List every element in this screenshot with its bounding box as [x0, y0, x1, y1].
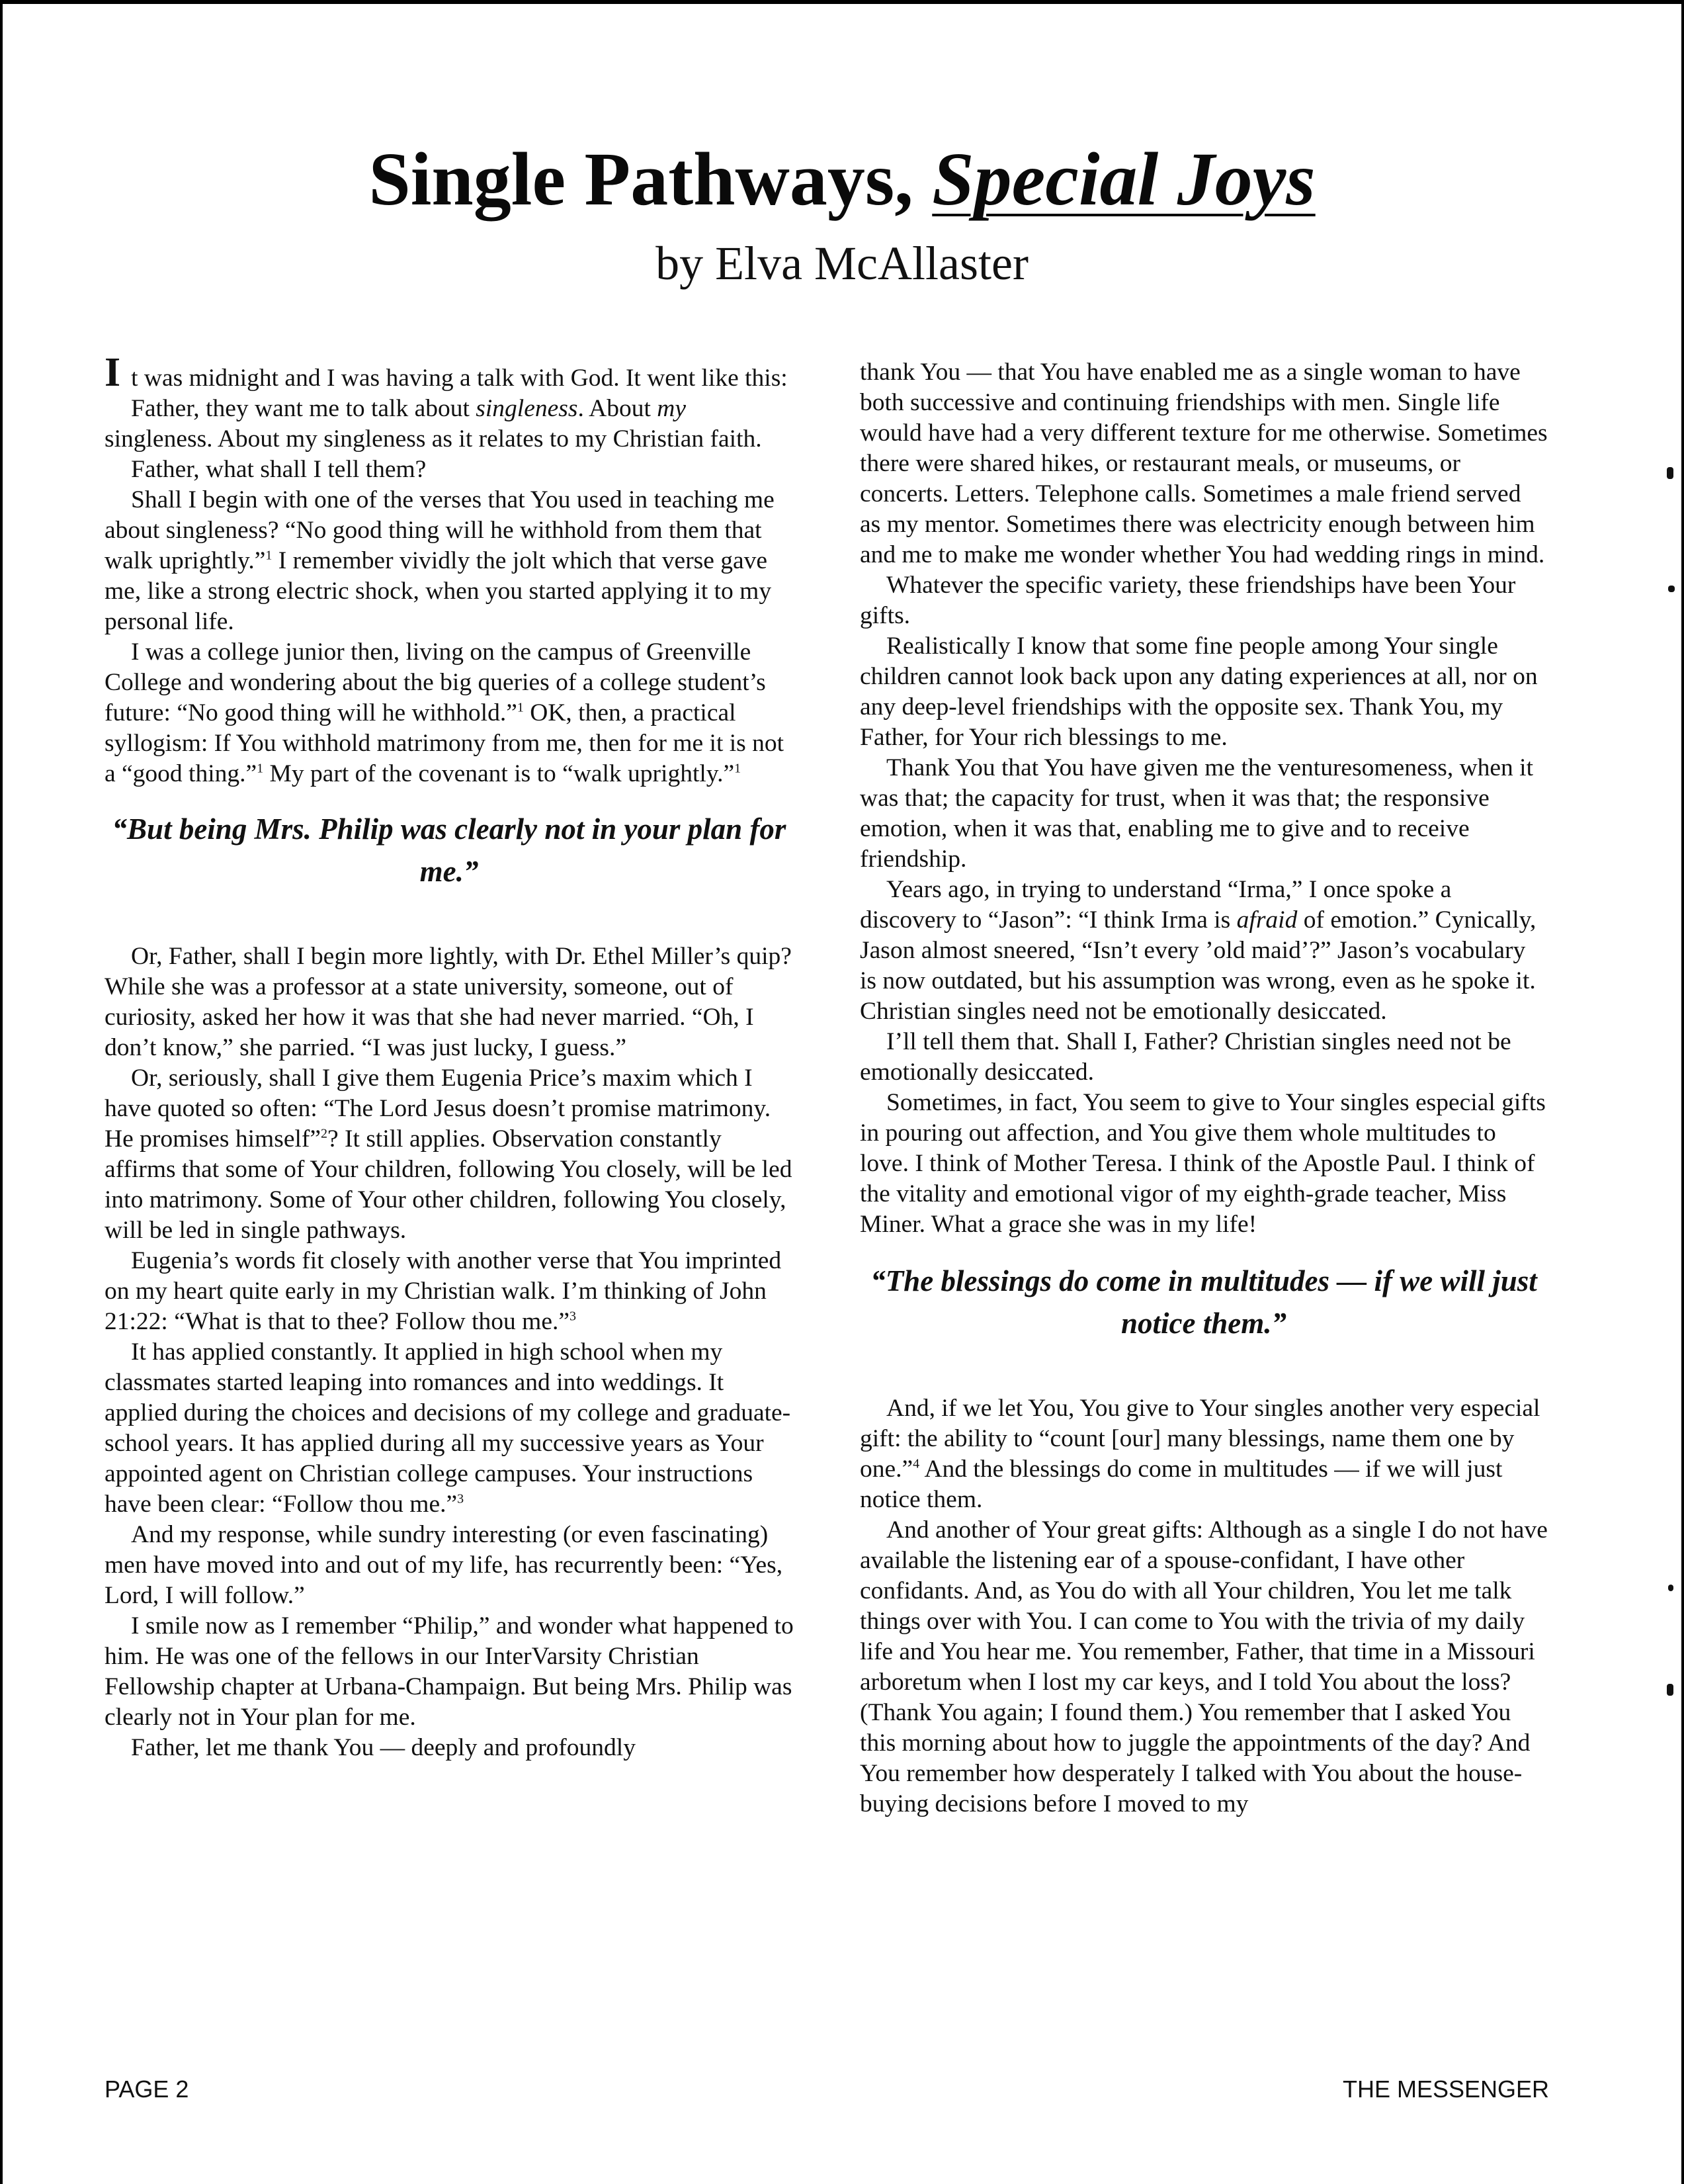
paragraph: I’ll tell them that. Shall I, Father? Christian singles need not be emotionally desiccated.	[860, 1028, 1511, 1086]
pull-quote: “The blessings do come in multitudes — if we will just notice them.”	[870, 1264, 1537, 1340]
title-main: Single Pathways,	[368, 137, 933, 221]
footnote-marker: 1	[265, 548, 273, 563]
paragraph: Sometimes, in fact, You seem to give to Your singles especial gifts in pouring out affection, and You give them whole multitudes to love. I think of Mother Teresa. I think of the Apostle Paul. I think of the vitality and emotional vigor of my eighth-grade teacher, Miss Miner. What a grace she was in my life!	[860, 1089, 1546, 1238]
paragraph: Years ago, in trying to understand “Irma,” I once spoke a discovery to “Jason”: “I think Irma is afraid of emotion.” Cynically, Jason almost sneered, “Isn’t every ’old maid’?” Jason’s vocabulary is now outdated, but his assumption was wrong, even as he spoke it. Christian singles need not be emotionally desiccated.	[860, 876, 1537, 1025]
footnote-marker: 3	[569, 1309, 576, 1324]
paragraph: And my response, while sundry interesting (or even fascinating) men have moved into and out of my life, has recurrently been: “Yes, Lord, I will follow.”	[105, 1521, 783, 1609]
margin-mark	[1668, 1585, 1673, 1591]
paragraph: Shall I begin with one of the verses that You used in teaching me about singleness? “No good thing will he withhold from them that walk uprightly.”$^1$ I remember vividly the jolt which that verse gave me, like a strong electric shock, when you started applying it to my personal life.	[105, 486, 775, 635]
paragraph: I was a college junior then, living on the campus of Greenville College and wondering about the big queries of a college student’s future: “No good thing will he withhold.”$^1$ OK, then, a practical syllogism: If You withhold matrimony from me, then for me it is not a “good thing.”$^1$ My part of the covenant is to “walk uprightly.”$^1$	[105, 638, 784, 787]
margin-mark	[1667, 467, 1673, 479]
page-right-border	[1681, 0, 1684, 2184]
paragraph: Father, they want me to talk about singleness. About my singleness. About my singleness as it relates to my Christian faith.	[105, 395, 762, 453]
article-byline: by Elva McAllaster	[655, 237, 1029, 290]
footnote-marker: 1	[734, 761, 741, 776]
footnote-marker: 2	[321, 1126, 328, 1141]
footer-publication: THE MESSENGER	[1342, 2075, 1549, 2103]
paragraph: Or, Father, shall I begin more lightly, with Dr. Ethel Miller’s quip? While she was a professor at a state university, someone, out of curiosity, asked her how it was that she had never married. “Oh, I don’t know,” she parried. “I was just lucky, I guess.”	[105, 943, 792, 1061]
paragraph: And another of Your great gifts: Although as a single I do not have available the listening ear of a spouse-confidant, I have other confidants. And, as You do with all Your children, You let me talk things over with You. I can come to You with the trivia of my daily life and You hear me. You remember, Father, that time in a Missouri arboretum when I lost my car keys, and I told You about the loss? (Thank You again; I found them.) You remember that I asked You this morning about how to juggle the appointments of the day? And You remember how desperately I talked with You about the house-buying decisions before I moved to my	[860, 1516, 1548, 1817]
paragraph: And, if we let You, You give to Your singles another very especial gift: the ability to “count [our] many blessings, name them one by one.”$^4$ And the blessings do come in multitudes — if we will just notice them.	[860, 1395, 1540, 1513]
paragraph: I smile now as I remember “Philip,” and wonder what happened to him. He was one of the fellows in our InterVarsity Christian Fellowship chapter at Urbana-Champaign. But being Mrs. Philip was clearly not in Your plan for me.	[105, 1612, 794, 1731]
paragraph: Or, seriously, shall I give them Eugenia Price’s maxim which I have quoted so often: “The Lord Jesus doesn’t promise matrimony. He promises himself”$^2$? It still applies. Observation constantly affirms that some of Your children, following You closely, will be led into matrimony. Some of Your other children, following You closely, will be led in single pathways.	[105, 1065, 792, 1244]
paragraph: Eugenia’s words fit closely with another verse that You imprinted on my heart quite early in my Christian walk. I’m thinking of John 21:22: “What is that to thee? Follow thou me.”$^3$	[105, 1247, 782, 1335]
margin-mark	[1667, 1684, 1673, 1696]
paragraph: Thank You that You have given me the venturesomeness, when it was that; the capacity for trust, when it was that; the responsive emotion, when it was that, enabling me to give and to receive friendship.	[860, 754, 1534, 873]
paragraph: Father, let me thank You — deeply and profoundly	[131, 1734, 636, 1761]
paragraph: Whatever the specific variety, these friendships have been Your gifts.	[860, 572, 1516, 629]
margin-mark	[1668, 586, 1675, 592]
page-top-border	[0, 0, 1684, 4]
drop-cap: I	[105, 350, 121, 395]
paragraph: thank You — that You have enabled me as a single woman to have both successive and continuing friendships with men. Single life would have had a very different texture for me otherwise. Sometimes there were shared hikes, or restaurant meals, or museums, or concerts. Letters. Telephone calls. Sometimes a male friend served as my mentor. Sometimes there was electricity enough between him and me to make me wonder whether You had wedding rings in mind.	[860, 359, 1548, 568]
footnote-marker: 3	[457, 1491, 464, 1507]
page-left-border	[0, 0, 3, 2184]
footnote-marker: 1	[517, 700, 524, 715]
footnote-marker: 4	[913, 1456, 920, 1471]
left-column	[105, 350, 794, 1763]
paragraph: Realistically I know that some fine people among Your single children cannot look back upon any dating experiences at all, nor on any deep-level friendships with the opposite sex. Thank You, my Father, for Your rich blessings to me.	[860, 633, 1538, 751]
title-italic: Special Joys	[932, 137, 1316, 221]
paragraph: It has applied constantly. It applied in high school when my classmates started leaping into romances and into weddings. It applied during the choices and decisions of my college and graduate-school years. It has applied during all my successive years as Your appointed agent on Christian college campuses. Your instructions have been clear: “Follow thou me.”$^3$	[105, 1338, 791, 1518]
paragraph: Father, what shall I tell them?	[131, 456, 427, 483]
right-column	[860, 357, 1548, 1819]
pull-quote: “But being Mrs. Philip was clearly not in your plan for me.”	[112, 812, 786, 888]
article-title	[0, 130, 1684, 229]
paragraph: It was midnight and I was having a talk with God. It went like this:	[105, 350, 788, 395]
footnote-marker: 1	[257, 761, 264, 776]
footer-page-number: PAGE 2	[105, 2075, 189, 2103]
